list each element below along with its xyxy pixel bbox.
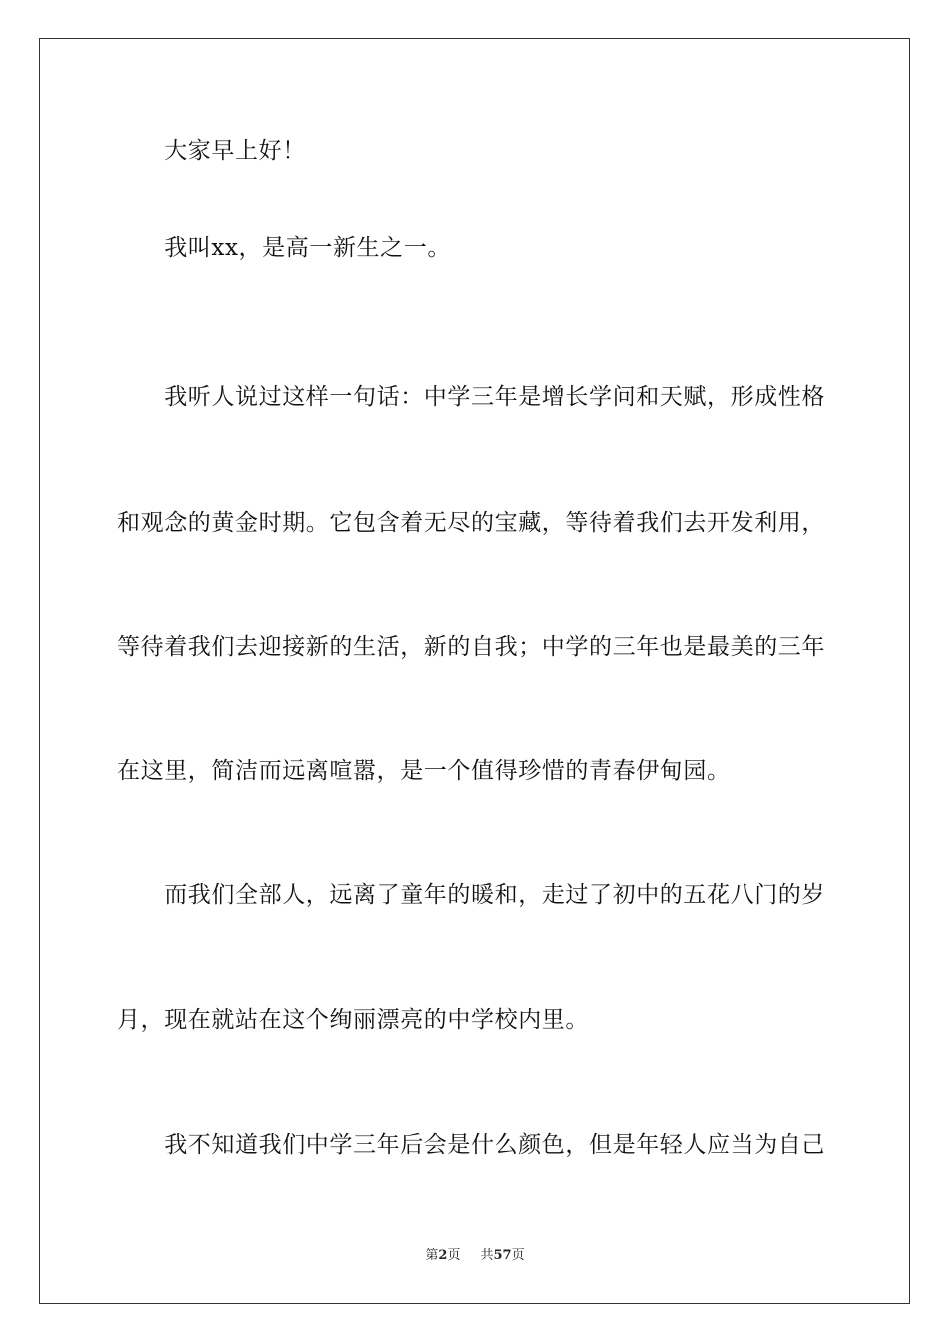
footer-page-suffix: 页	[447, 1248, 461, 1263]
footer-total-pages: 57	[493, 1248, 512, 1263]
text-line-6: 在这里，简洁而远离喧嚣，是一个值得珍惜的青春伊甸园。	[117, 758, 731, 784]
text-line-7: 而我们全部人，远离了童年的暖和，走过了初中的五花八门的岁	[117, 882, 825, 908]
footer-total-suffix: 页	[511, 1248, 525, 1263]
text-line-4: 和观念的黄金时期。它包含着无尽的宝藏，等待着我们去开发利用，	[117, 510, 825, 536]
footer-total-prefix: 共	[480, 1248, 494, 1263]
text-line-9: 我不知道我们中学三年后会是什么颜色，但是年轻人应当为自己	[117, 1132, 825, 1158]
footer-page-number: 2	[438, 1248, 448, 1263]
footer-page-prefix: 第	[425, 1248, 439, 1263]
text-line-2: 我叫xx，是高一新生之一。	[117, 235, 451, 261]
text-line-5: 等待着我们去迎接新的生活，新的自我；中学的三年也是最美的三年	[117, 634, 825, 660]
text-line-3: 我听人说过这样一句话：中学三年是增长学问和天赋，形成性格	[117, 384, 825, 410]
text-line-1: 大家早上好！	[117, 138, 306, 164]
text-line-8: 月，现在就站在这个绚丽漂亮的中学校内里。	[117, 1007, 589, 1033]
page-border	[39, 38, 910, 1304]
page-footer	[0, 1247, 950, 1265]
